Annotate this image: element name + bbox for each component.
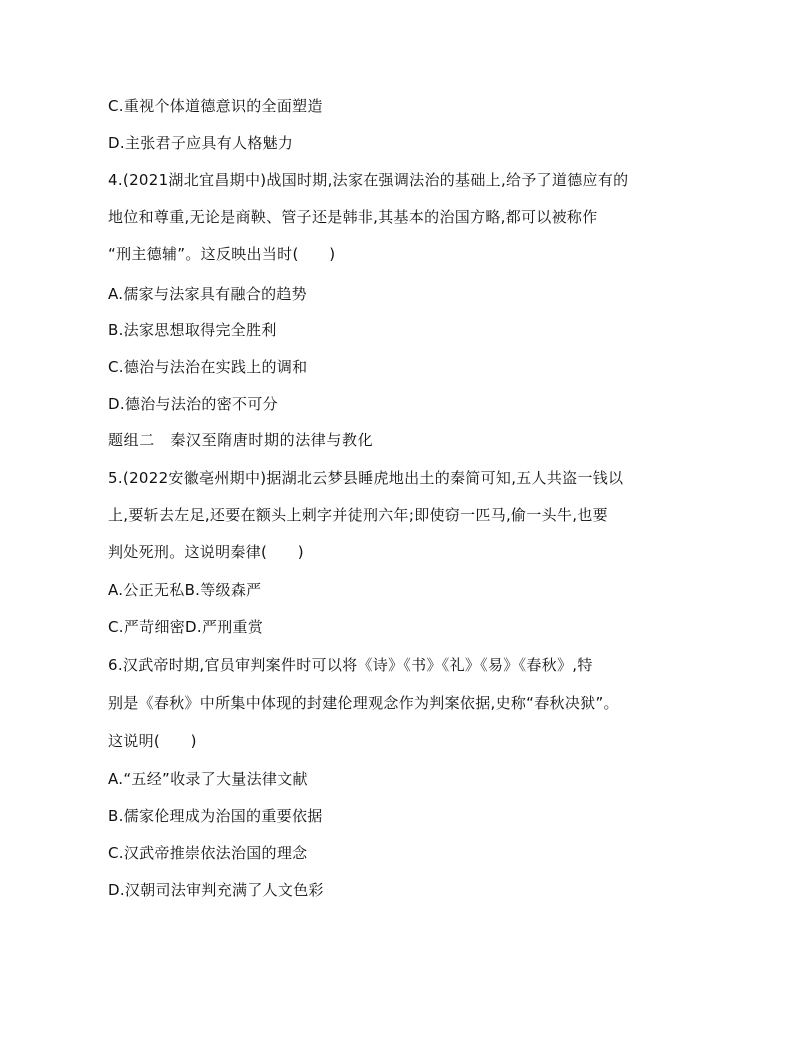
option-a-q4: A.儒家与法家具有融合的趋势	[108, 285, 307, 303]
option-c-q3: C.重视个体道德意识的全面塑造	[108, 97, 323, 115]
question-5-line-3: 判处死刑。这说明秦律( )	[108, 543, 304, 561]
question-4-line-1: 4.(2021湖北宜昌期中)战国时期,法家在强调法治的基础上,给予了道德应有的	[108, 171, 629, 189]
question-4-line-2: 地位和尊重,无论是商鞅、管子还是韩非,其基本的治国方略,都可以被称作	[108, 208, 598, 226]
question-5-line-1: 5.(2022安徽亳州期中)据湖北云梦县睡虎地出土的秦简可知,五人共盗一钱以	[108, 469, 624, 487]
question-5-line-2: 上,要斩去左足,还要在额头上刺字并徒刑六年;即使窃一匹马,偷一头牛,也要	[108, 506, 608, 524]
section-heading: 题组二 秦汉至隋唐时期的法律与教化	[108, 431, 374, 449]
options-cd-q5: C.严苛细密D.严刑重赏	[108, 618, 264, 636]
question-6-line-3: 这说明( )	[108, 732, 197, 750]
option-d-q4: D.德治与法治的密不可分	[108, 395, 278, 413]
option-c-q4: C.德治与法治在实践上的调和	[108, 358, 308, 376]
question-6-line-2: 别是《春秋》中所集中体现的封建伦理观念作为判案依据,史称“春秋决狱”。	[108, 694, 619, 712]
option-c-q6: C.汉武帝推崇依法治国的理念	[108, 844, 308, 862]
option-d-q6: D.汉朝司法审判充满了人文色彩	[108, 881, 324, 899]
option-d-q3: D.主张君子应具有人格魅力	[108, 134, 294, 152]
options-ab-q5: A.公正无私B.等级森严	[108, 581, 262, 599]
question-6-line-1: 6.汉武帝时期,官员审判案件时可以将《诗》《书》《礼》《易》《春秋》,特	[108, 656, 593, 674]
option-b-q4: B.法家思想取得完全胜利	[108, 321, 277, 339]
question-4-line-3: “刑主德辅”。这反映出当时( )	[108, 245, 336, 263]
option-b-q6: B.儒家伦理成为治国的重要依据	[108, 807, 323, 825]
option-a-q6: A.“五经”收录了大量法律文献	[108, 770, 308, 788]
